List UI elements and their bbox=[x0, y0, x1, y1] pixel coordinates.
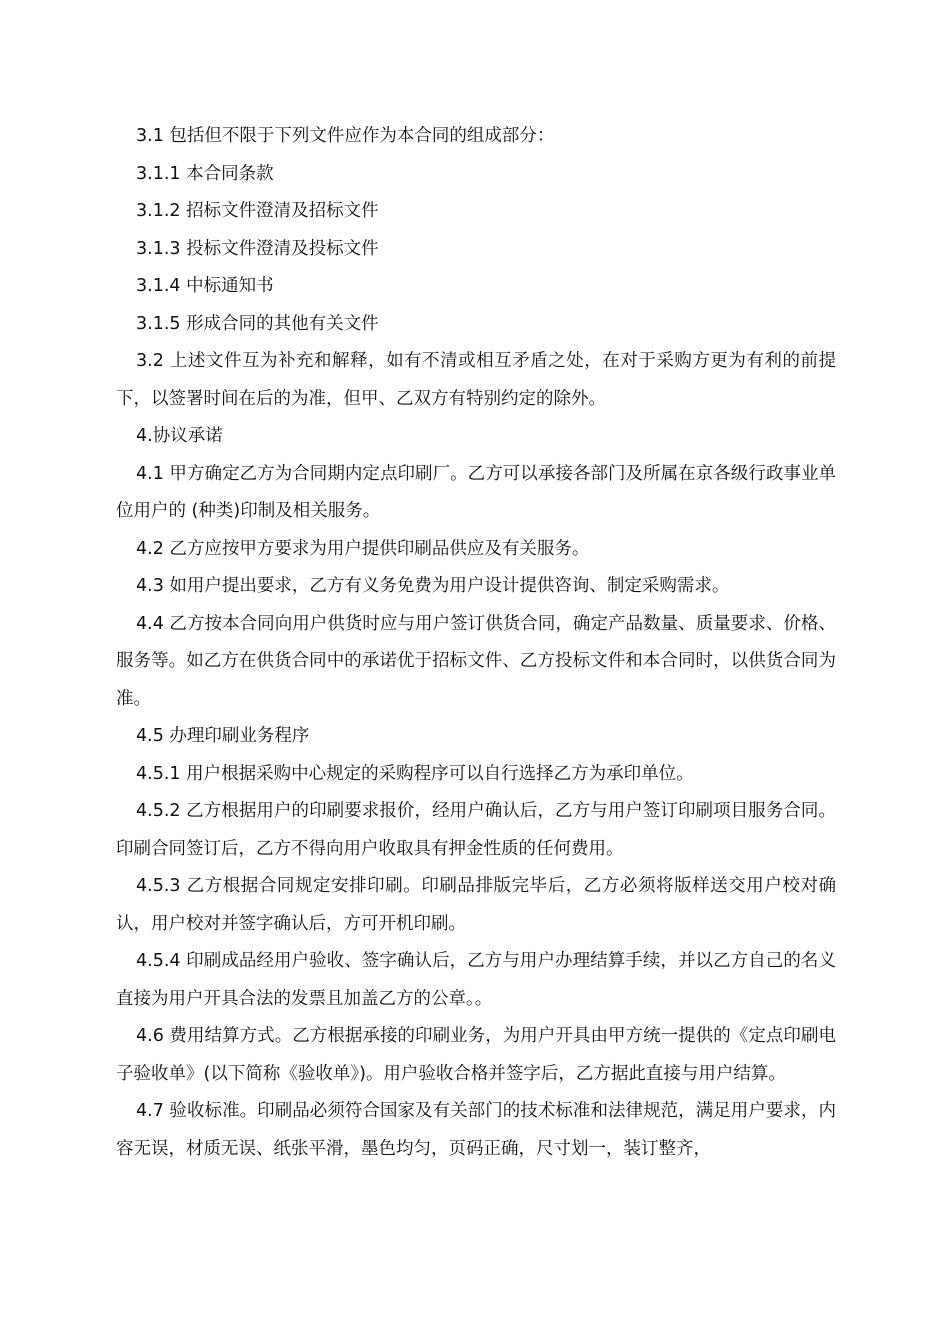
paragraph-4-5-2: 4.5.2 乙方根据用户的印刷要求报价，经用户确认后，乙方与用户签订印刷项目服务合同。印刷合同签订后，乙方不得向用户收取具有押金性质的任何费用。 bbox=[116, 801, 836, 859]
paragraph-4-5-3: 4.5.3 乙方根据合同规定安排印刷。印刷品排版完毕后，乙方必须将版样送交用户校对确认，用户校对并签字确认后，方可开机印刷。 bbox=[116, 876, 836, 934]
paragraph-4-4: 4.4 乙方按本合同向用户供货时应与用户签订供货合同，确定产品数量、质量要求、价格、服务等。如乙方在供货合同中的承诺优于招标文件、乙方投标文件和本合同时，以供货合同为准。 bbox=[116, 613, 837, 709]
paragraph-3-1-4: 3.1.4 中标通知书 bbox=[136, 276, 274, 296]
paragraph-3-1-5: 3.1.5 形成合同的其他有关文件 bbox=[136, 313, 379, 334]
paragraph-3-1-1: 3.1.1 本合同条款 bbox=[136, 163, 274, 184]
paragraph-3-1: 3.1 包括但不限于下列文件应作为本合同的组成部分： bbox=[136, 126, 555, 146]
paragraph-4-2: 4.2 乙方应按甲方要求为用户提供印刷品供应及有关服务。 bbox=[136, 538, 590, 559]
paragraph-4-5-4: 4.5.4 印刷成品经用户验收、签字确认后，乙方与用户办理结算手续，并以乙方自己的名义直接为用户开具合法的发票且加盖乙方的公章。。 bbox=[116, 951, 836, 1009]
paragraph-4-5: 4.5 办理印刷业务程序 bbox=[136, 726, 310, 746]
section-heading-4: 4.协议承诺 bbox=[136, 426, 223, 446]
paragraph-3-1-3: 3.1.3 投标文件澄清及投标文件 bbox=[136, 238, 379, 259]
document-body bbox=[116, 118, 836, 1168]
paragraph-4-7: 4.7 验收标准。印刷品必须符合国家及有关部门的技术标准和法律规范，满足用户要求，内容无误，材质无误、纸张平滑，墨色均匀，页码正确，尺寸划一，装订整齐， bbox=[116, 1101, 837, 1159]
paragraph-4-5-1: 4.5.1 用户根据采购中心规定的采购程序可以自行选择乙方为承印单位。 bbox=[136, 763, 694, 784]
paragraph-4-1: 4.1 甲方确定乙方为合同期内定点印刷厂。乙方可以承接各部门及所属在京各级行政事业单位用户的 (种类)印制及相关服务。 bbox=[116, 463, 837, 521]
paragraph-3-2: 3.2 上述文件互为补充和解释，如有不清或相互矛盾之处，在对于采购方更为有利的前提下，以签署时间在后的为准，但甲、乙双方有特别约定的除外。 bbox=[116, 351, 836, 409]
paragraph-4-3: 4.3 如用户提出要求，乙方有义务免费为用户设计提供咨询、制定采购需求。 bbox=[136, 576, 730, 596]
paragraph-3-1-2: 3.1.2 招标文件澄清及招标文件 bbox=[136, 201, 379, 221]
paragraph-4-6: 4.6 费用结算方式。乙方根据承接的印刷业务，为用户开具由甲方统一提供的《定点印刷电子验收单》(以下简称《验收单》)。用户验收合格并签字后，乙方据此直接与用户结算。 bbox=[116, 1026, 837, 1084]
